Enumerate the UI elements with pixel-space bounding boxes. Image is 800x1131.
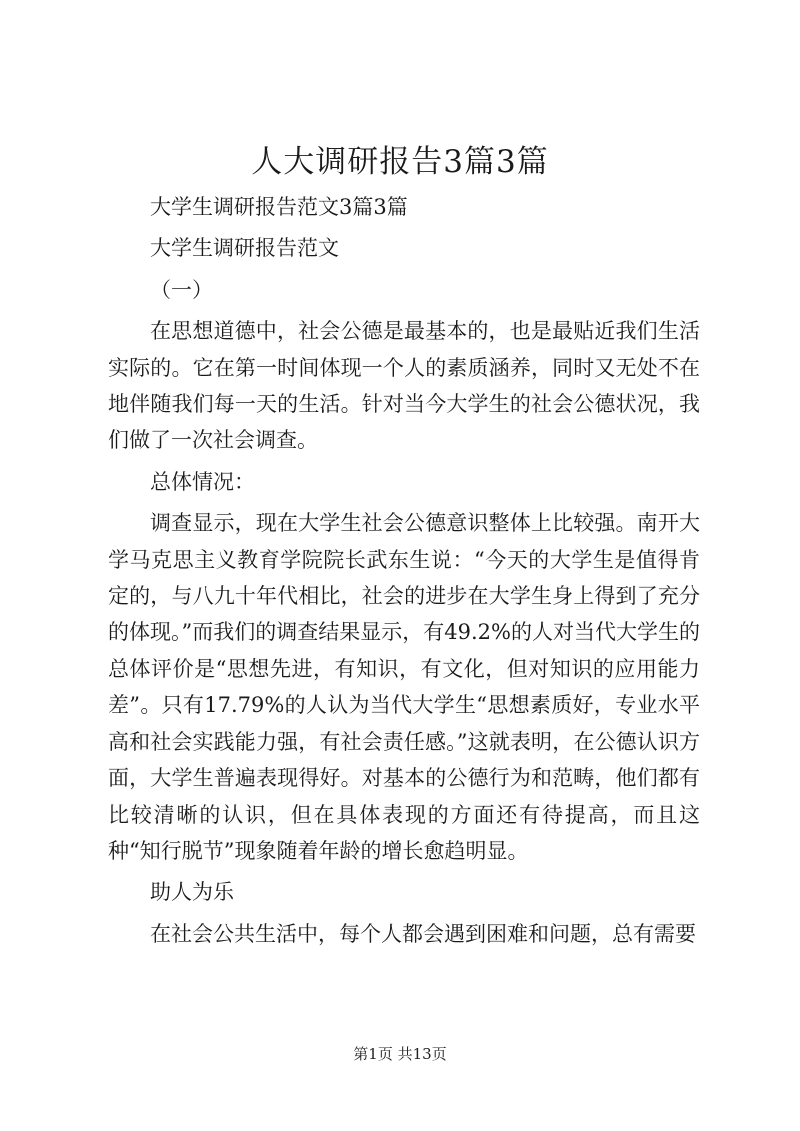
paragraph-helping-heading: 助人为乐	[150, 880, 234, 905]
paragraph-public-life: 在社会公共生活中，每个人都会遇到困难和问题，总有需要	[150, 921, 696, 946]
document-title: 人大调研报告3篇3篇	[251, 144, 549, 180]
paragraph-intro: 在思想道德中，社会公德是最基本的，也是最贴近我们生活实际的。它在第一时间体现一个人的素质涵养，同时又无处不在地伴随我们每一天的生活。针对当今大学生的社会公德状况，我们做了一次社会调查。	[108, 319, 700, 453]
paragraph-survey-results: 调查显示，现在大学生社会公德意识整体上比较强。南开大学马克思主义教育学院院长武东生说：“今天的大学生是值得肯定的，与八九十年代相比，社会的进步在大学生身上得到了充分的体现。”而我们的调查结果显示，有49.2%的人对当代大学生的总体评价是“思想先进，有知识，有文化，但对知识的应用能力差”。只有17.79%的人认为当代大学生“思想素质好，专业水平高和社会实践能力强，有社会责任感。”这就表明，在公德认识方面，大学生普遍表现得好。对基本的公德行为和范畴，他们都有比较清晰的认识，但在具体表现的方面还有待提高，而且这种“知行脱节”现象随着年龄的增长愈趋明显。	[108, 511, 700, 863]
paragraph-heading: 大学生调研报告范文	[150, 236, 339, 261]
paragraph-overview-heading: 总体情况：	[150, 469, 255, 494]
paragraph-subtitle: 大学生调研报告范文3篇3篇	[150, 195, 408, 219]
page-footer: 第1页 共13页	[353, 1045, 447, 1063]
paragraph-section-number: （一）	[150, 277, 213, 302]
document-body	[108, 189, 700, 952]
